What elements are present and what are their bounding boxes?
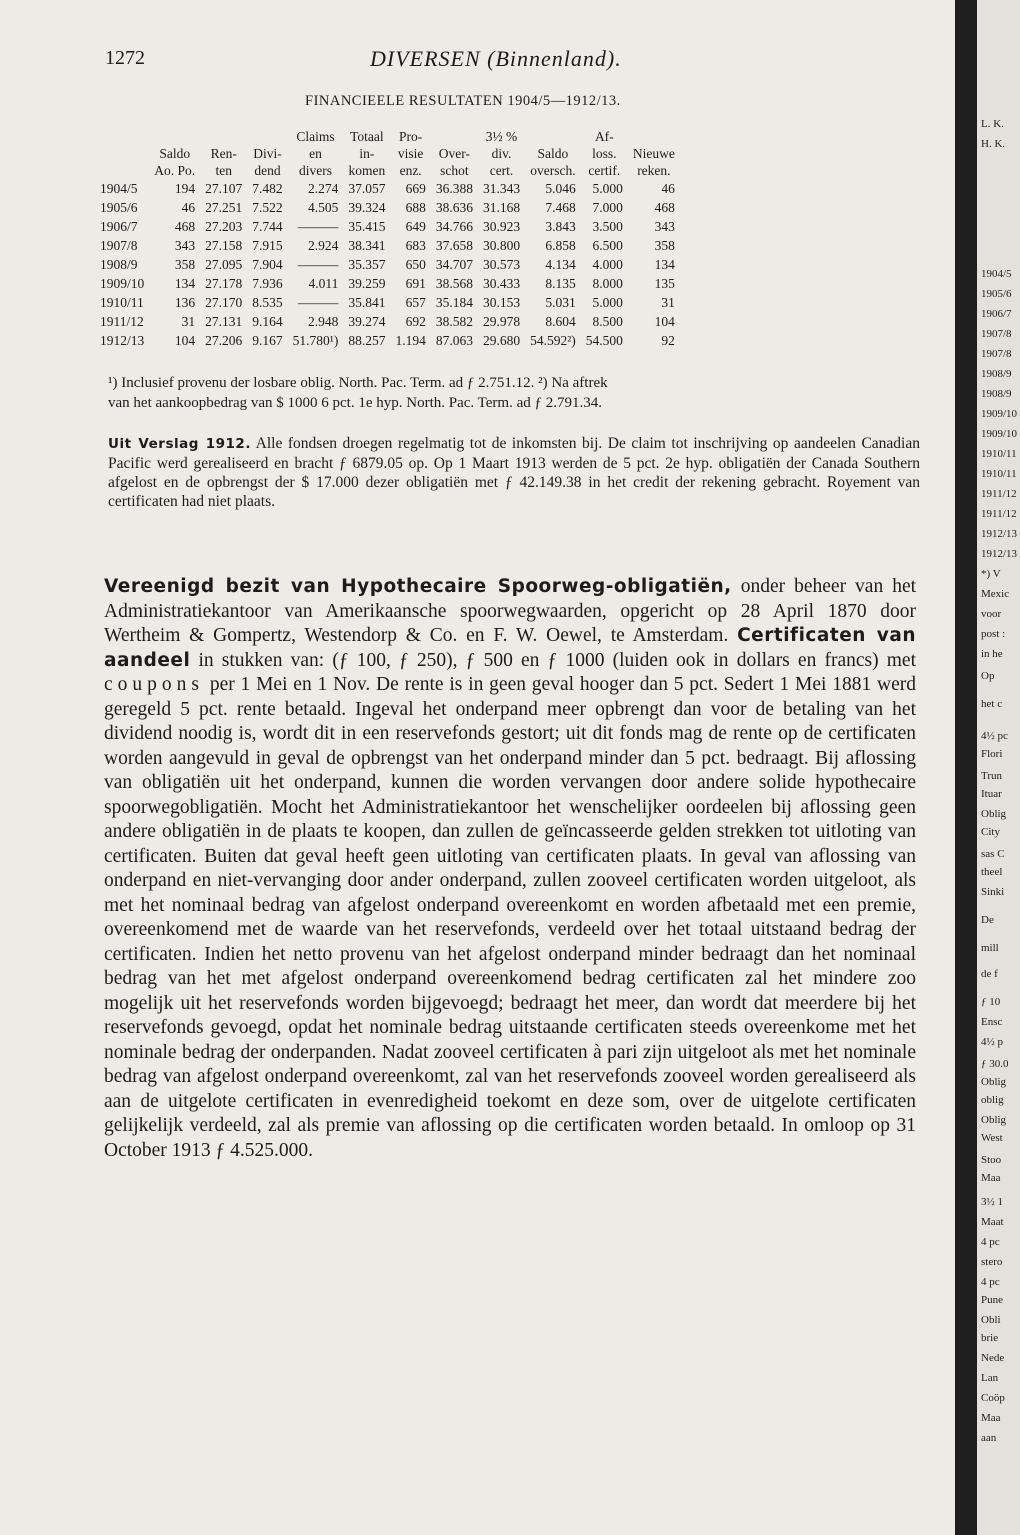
table-header-cell: Over-: [438, 146, 470, 161]
facing-page-fragment: Coöp: [981, 1392, 1005, 1404]
table-header-cell: Ao. Po.: [154, 163, 196, 178]
table-cell: 27.178: [205, 276, 243, 291]
table-cell: 39.274: [348, 314, 386, 329]
table-header-cell: [247, 128, 287, 145]
table-cell: 5.046: [545, 181, 576, 196]
running-title: DIVERSEN (Binnenland).: [370, 46, 622, 71]
table-cell: 35.841: [348, 295, 386, 310]
table-cell: 358: [174, 257, 196, 272]
facing-page-fragment: 1910/11: [981, 468, 1017, 480]
table-header-cell: loss.: [592, 146, 617, 161]
table-cell: 38.636: [435, 200, 473, 215]
facing-page-fragment: aan: [981, 1432, 997, 1444]
table-cell: 34.766: [435, 219, 473, 234]
year-cell: 1909/10: [100, 276, 145, 291]
table-header-cell: cert.: [489, 163, 514, 178]
table-cell: 35.184: [435, 295, 473, 310]
table-cell: 1.194: [395, 333, 426, 348]
table-row: [100, 293, 680, 312]
facing-page-fragment: Maa: [981, 1172, 1001, 1184]
table-cell: 2.924: [307, 238, 339, 253]
table-row: [100, 236, 680, 255]
facing-page-fragment: 4½ pc: [981, 730, 1008, 742]
facing-page-fragment: Op: [981, 670, 995, 682]
table-header-cell: Af-: [594, 129, 614, 144]
facing-page-fragment: 1907/8: [981, 328, 1012, 340]
table-cell: 5.031: [545, 295, 576, 310]
facing-page-fragment: 1912/13: [981, 528, 1018, 540]
table-cell: 4.011: [308, 276, 339, 291]
facing-page-fragment: Lan: [981, 1372, 999, 1384]
table-cell: 4.000: [592, 257, 623, 272]
report-text: Alle fondsen droegen regelmatig tot de inkomsten bij. De claim tot inschrijving op aandeelen Canadian Pacific werd gerealiseerd en bracht ƒ 6879.05 op. Op 1 Maart 1913 werden de 5 pct. 2e hyp. obligatiën der Canada Southern afgelost en de opbrengst der $ 17.000 dezer obligatiën met ƒ 42.149.38 in het credit der rekening gebracht. Royement van certificaten had niet plaats.: [108, 435, 920, 510]
table-cell: 134: [174, 276, 196, 291]
table-header-cell: Saldo: [159, 146, 191, 161]
article-text-2: per 1 Mei en 1 Nov. De rente is in geen geval hooger dan 5 pct. Sedert 1 Mei 1881 werd geregeld 5 pct. rente betaald. Ingeval het onderpand meer opbrengt dan voor de betaling van het dividend noodig is, wordt dit in een reservefonds gestort; uit dit fonds mag de rente op de certificaten worden aangevuld in geval de opbrengst van het onderpand minder dan 5 pct. bedraagt. Bij aflossing van obligatiën uit het onderpand, kunnen die worden vervangen door andere solide hypothecaire spoorwegobligatiën. Mocht het Administratiekantoor het wenschelijker oordeelen bij aflossing geen andere obligatiën in de plaats te koopen, dan zullen de geïncasseerde gelden strekken tot uitloting van certificaten. Buiten dat geval heeft geen uitloting van certificaten plaats. In geval van aflossing van onderpand en niet-vervanging door ander onderpand, zullen zooveel certificaten worden uitgeloot, als met het nominaal bedrag van afgelost onderpand overeenkomt en worden afbetaald met een premie, overeenkomend met de waarde van het reservefonds, verdeeld over het totaal uitstaand bedrag der certificaten. Indien het netto provenu van het afgelost onderpand minder bedraagt dan het nominaal bedrag van het met afgelost onderpand overeenkomend bedrag certificaten zal het mindere zoo mogelijk uit het reservefonds worden bijgevoegd; bedraagt het meer, dan wordt dat meerdere bij het reservefonds gevoegd, opdat het nominale bedrag uitstaande certificaten steeds overeenkome met het nominale bedrag der onderpanden. Nadat zooveel certificaten à pari zijn uitgeloot als met het nominale bedrag van afgelost onderpand overeenkomt, zal van het reservefonds zooveel worden gerealiseerd als aan de uitgelote certificaten in evenredigheid toekomt en deze som, over de uitgelote certificaten gelijkelijk verdeeld, zal als premie van aflossing op die certificaten worden betaald. In omloop op 31 October 1913 ƒ 4.525.000.: [104, 674, 916, 1161]
table-cell: 657: [405, 295, 426, 310]
table-cell: 27.170: [205, 295, 243, 310]
facing-page-fragment: post :: [981, 628, 1006, 640]
financial-results-title: FINANCIEELE RESULTATEN 1904/5—1912/13.: [305, 93, 621, 109]
facing-page-fragment: 1908/9: [981, 368, 1012, 380]
year-cell: 1906/7: [100, 219, 138, 234]
table-cell: 30.800: [482, 238, 521, 253]
article-title: Vereenigd bezit van Hypothecaire Spoorweg-obligatiën,: [104, 576, 732, 597]
facing-page-fragment: 1908/9: [981, 388, 1012, 400]
table-cell: 54.592²): [530, 333, 576, 348]
table-header-cell: in-: [359, 146, 375, 161]
table-cell: 31.168: [482, 200, 521, 215]
table-cell: 650: [405, 257, 426, 272]
table-header-cell: Divi-: [253, 146, 282, 161]
table-header-cell: oversch.: [530, 163, 576, 178]
footnote-1: ¹) Inclusief provenu der losbare oblig. North. Pac. Term. ad ƒ 2.751.12. ²) Na aftrek: [108, 375, 608, 391]
facing-page-fragment: Ensc: [981, 1016, 1003, 1028]
table-row: [100, 255, 680, 274]
table-cell: 468: [654, 200, 675, 215]
table-cell: 6.500: [592, 238, 623, 253]
facing-page-fragment: L. K.: [981, 118, 1004, 130]
facing-page-fragment: Maa: [981, 1412, 1001, 1424]
facing-page-fragment: 1909/10: [981, 408, 1018, 420]
book-gutter: [955, 0, 977, 1535]
table-header-cell: Pro-: [399, 129, 423, 144]
facing-page-fragment: Stoo: [981, 1154, 1002, 1166]
facing-page-fragment: sas C: [981, 848, 1005, 860]
table-row: [100, 312, 680, 331]
article-text-1: in stukken van: (ƒ 100, ƒ 250), ƒ 500 en ƒ 1000 (luiden ook in dollars en francs) met: [198, 649, 917, 671]
table-header-cell: [628, 128, 680, 145]
table-cell: 2.274: [307, 181, 339, 196]
table-cell: ———: [297, 257, 339, 272]
certificates-label: Certificaten van aandeel: [104, 625, 916, 671]
table-cell: 27.131: [205, 314, 243, 329]
table-cell: 683: [405, 238, 426, 253]
facing-page-fragment: ƒ 30.0: [981, 1058, 1009, 1070]
table-header-cell: ten: [215, 163, 232, 178]
year-cell: 1911/12: [100, 314, 144, 329]
facing-page-fragment: het c: [981, 698, 1003, 710]
table-cell: 31: [181, 314, 196, 329]
table-cell: 7.000: [592, 200, 623, 215]
table-cell: 54.500: [585, 333, 623, 348]
table-header-cell: 3½ %: [485, 129, 518, 144]
table-cell: ———: [297, 219, 339, 234]
facing-page-fragment: brie: [981, 1332, 999, 1344]
facing-page-fragment: 3½ 1: [981, 1196, 1003, 1208]
table-cell: 5.000: [592, 181, 623, 196]
table-cell: 468: [174, 219, 196, 234]
table-cell: 3.500: [592, 219, 623, 234]
facing-page-fragment: 1912/13: [981, 548, 1018, 560]
table-cell: 358: [654, 238, 675, 253]
facing-page-fragment: 1911/12: [981, 488, 1017, 500]
table-cell: ———: [297, 295, 339, 310]
table-cell: 343: [174, 238, 196, 253]
table-cell: 87.063: [435, 333, 473, 348]
table-cell: 8.604: [545, 314, 576, 329]
table-cell: 30.923: [482, 219, 521, 234]
table-header-cell: divers: [298, 163, 332, 178]
table-cell: 2.948: [307, 314, 339, 329]
table-cell: 37.057: [348, 181, 386, 196]
table-cell: 104: [174, 333, 196, 348]
table-cell: 8.000: [592, 276, 623, 291]
table-header-cell: Claims: [296, 129, 335, 144]
table-cell: 7.915: [252, 238, 283, 253]
facing-page-fragment: 1906/7: [981, 308, 1012, 320]
year-cell: 1905/6: [100, 200, 138, 215]
facing-page-fragment: West: [981, 1132, 1003, 1144]
facing-page-fragment: 4½ p: [981, 1036, 1003, 1048]
table-cell: 692: [405, 314, 426, 329]
table-cell: 649: [405, 219, 426, 234]
facing-page-fragment: Sinki: [981, 886, 1005, 898]
table-header-cell: certif.: [588, 163, 621, 178]
facing-page-fragment: 4 pc: [981, 1276, 1000, 1288]
table-cell: 30.573: [482, 257, 521, 272]
table-cell: 8.535: [252, 295, 283, 310]
table-header-cell: visie: [397, 146, 424, 161]
year-cell: 1907/8: [100, 238, 138, 253]
table-header-cell: [100, 162, 149, 179]
report-label: Uit Verslag 1912.: [108, 436, 251, 452]
facing-page-edge: [977, 0, 1020, 1535]
facing-page-fragment: voor: [981, 608, 1002, 620]
table-cell: 27.206: [205, 333, 243, 348]
facing-page-fragment: Ituar: [981, 788, 1002, 800]
report-1912-paragraph: [108, 434, 920, 511]
facing-page-fragment: H. K.: [981, 138, 1006, 150]
facing-page-fragment: mill: [981, 942, 999, 954]
facing-page-fragment: Maat: [981, 1216, 1004, 1228]
table-row: [100, 274, 680, 293]
year-cell: 1908/9: [100, 257, 138, 272]
table-header-cell: reken.: [637, 163, 671, 178]
financial-results-table: [100, 128, 680, 350]
facing-page-fragment: *) V: [981, 568, 1001, 580]
table-header-cell: [100, 145, 149, 162]
table-cell: 29.680: [482, 333, 521, 348]
table-cell: 46: [181, 200, 196, 215]
table-cell: 7.744: [252, 219, 283, 234]
table-cell: 27.251: [205, 200, 243, 215]
table-header-cell: Nieuwe: [632, 146, 675, 161]
table-cell: 8.500: [592, 314, 623, 329]
facing-page-fragment: stero: [981, 1256, 1003, 1268]
table-cell: 3.843: [545, 219, 576, 234]
facing-page-fragment: City: [981, 826, 1000, 838]
table-cell: 343: [654, 219, 675, 234]
table-cell: 134: [654, 257, 675, 272]
table-cell: 194: [174, 181, 196, 196]
table-row: [100, 179, 680, 198]
table-cell: 27.095: [205, 257, 243, 272]
table-footnotes: [108, 373, 928, 413]
table-cell: 37.658: [435, 238, 473, 253]
table-cell: 88.257: [348, 333, 386, 348]
table-header-cell: schot: [440, 163, 469, 178]
table-header-cell: dend: [254, 163, 281, 178]
table-cell: 136: [174, 295, 196, 310]
table-cell: 36.388: [435, 181, 473, 196]
table-cell: 104: [654, 314, 675, 329]
table-cell: 7.936: [252, 276, 283, 291]
facing-page-fragment: Oblig: [981, 1114, 1007, 1126]
article-intro: onder beheer van het Administratiekantoor van Amerikaansche spoorwegwaarden, opgericht op 28 April 1870 door Wertheim & Gompertz, Westendorp & Co. en F. W. Oewel, te Amsterdam.: [104, 576, 917, 646]
table-header-row: [100, 128, 680, 145]
table-cell: 31.343: [482, 181, 521, 196]
table-cell: 31: [661, 295, 675, 310]
facing-page-fragment: Oblig: [981, 1076, 1007, 1088]
table-cell: 39.259: [348, 276, 386, 291]
table-header-cell: en: [309, 146, 322, 161]
facing-page-fragment: Flori: [981, 748, 1003, 760]
table-cell: 6.858: [545, 238, 576, 253]
table-header-cell: Saldo: [537, 146, 569, 161]
table-cell: 7.482: [252, 181, 283, 196]
table-cell: 8.135: [545, 276, 576, 291]
table-header-cell: [149, 128, 200, 145]
table-header-cell: [431, 128, 478, 145]
table-header-cell: [525, 128, 581, 145]
article-body: [104, 575, 916, 1163]
table-cell: 38.582: [435, 314, 473, 329]
table-cell: 38.568: [435, 276, 473, 291]
table-header-row: [100, 145, 680, 162]
table-header-row: [100, 162, 680, 179]
table-cell: 27.107: [205, 181, 243, 196]
facing-page-fragment: 1911/12: [981, 508, 1017, 520]
year-cell: 1910/11: [100, 295, 144, 310]
table-cell: 46: [661, 181, 675, 196]
table-cell: 7.522: [252, 200, 283, 215]
table-header-cell: Ren-: [210, 146, 237, 161]
facing-page-fragment: 1909/10: [981, 428, 1018, 440]
facing-page-fragment: De: [981, 914, 994, 926]
table-header-cell: Totaal: [350, 129, 384, 144]
table-cell: 38.341: [348, 238, 386, 253]
footnote-2: van het aankoopbedrag van $ 1000 6 pct. 1e hyp. North. Pac. Term. ad ƒ 2.791.34.: [108, 395, 602, 411]
table-cell: 7.904: [252, 257, 283, 272]
table-cell: 35.357: [348, 257, 386, 272]
facing-page-fragment: ƒ 10: [981, 996, 1001, 1008]
table-row: [100, 217, 680, 236]
facing-page-fragment: de f: [981, 968, 998, 980]
table-cell: 4.134: [545, 257, 576, 272]
page-number: 1272: [105, 47, 145, 69]
facing-page-fragment: 1905/6: [981, 288, 1012, 300]
facing-page-fragment: theel: [981, 866, 1003, 878]
table-header-cell: enz.: [399, 163, 422, 178]
facing-page-fragment: Trun: [981, 770, 1002, 782]
facing-page-fragment: in he: [981, 648, 1003, 660]
table-cell: 669: [405, 181, 426, 196]
coupons-word: coupons: [104, 674, 204, 695]
table-cell: 4.505: [307, 200, 339, 215]
facing-page-fragment: 1907/8: [981, 348, 1012, 360]
table-header-cell: [200, 128, 247, 145]
facing-page-fragment: Oblig: [981, 808, 1007, 820]
table-header-cell: komen: [348, 163, 386, 178]
year-cell: 1912/13: [100, 333, 145, 348]
table-row: [100, 331, 680, 350]
table-cell: 135: [654, 276, 675, 291]
table-cell: 688: [405, 200, 426, 215]
table-cell: 39.324: [348, 200, 386, 215]
table-cell: 92: [661, 333, 675, 348]
table-cell: 27.158: [205, 238, 243, 253]
facing-page-fragment: Pune: [981, 1294, 1003, 1306]
facing-page-fragment: 4 pc: [981, 1236, 1000, 1248]
table-cell: 30.433: [482, 276, 521, 291]
facing-page-fragment: 1910/11: [981, 448, 1017, 460]
table-cell: 51.780¹): [292, 333, 339, 348]
table-cell: 7.468: [545, 200, 576, 215]
year-cell: 1904/5: [100, 181, 138, 196]
facing-page-fragment: Obli: [981, 1314, 1001, 1326]
table-cell: 27.203: [205, 219, 243, 234]
facing-page-fragment: oblig: [981, 1094, 1004, 1106]
table-cell: 34.707: [435, 257, 473, 272]
table-cell: 35.415: [348, 219, 386, 234]
facing-page-fragment: Nede: [981, 1352, 1005, 1364]
table-header-cell: [100, 128, 149, 145]
facing-page-fragment: 1904/5: [981, 268, 1012, 280]
table-cell: 29.978: [482, 314, 521, 329]
facing-page-fragment: Mexic: [981, 588, 1010, 600]
table-row: [100, 198, 680, 217]
table-cell: 5.000: [592, 295, 623, 310]
table-cell: 9.164: [252, 314, 283, 329]
table-cell: 691: [405, 276, 426, 291]
table-cell: 30.153: [482, 295, 521, 310]
table-header-cell: div.: [491, 146, 512, 161]
table-cell: 9.167: [252, 333, 283, 348]
